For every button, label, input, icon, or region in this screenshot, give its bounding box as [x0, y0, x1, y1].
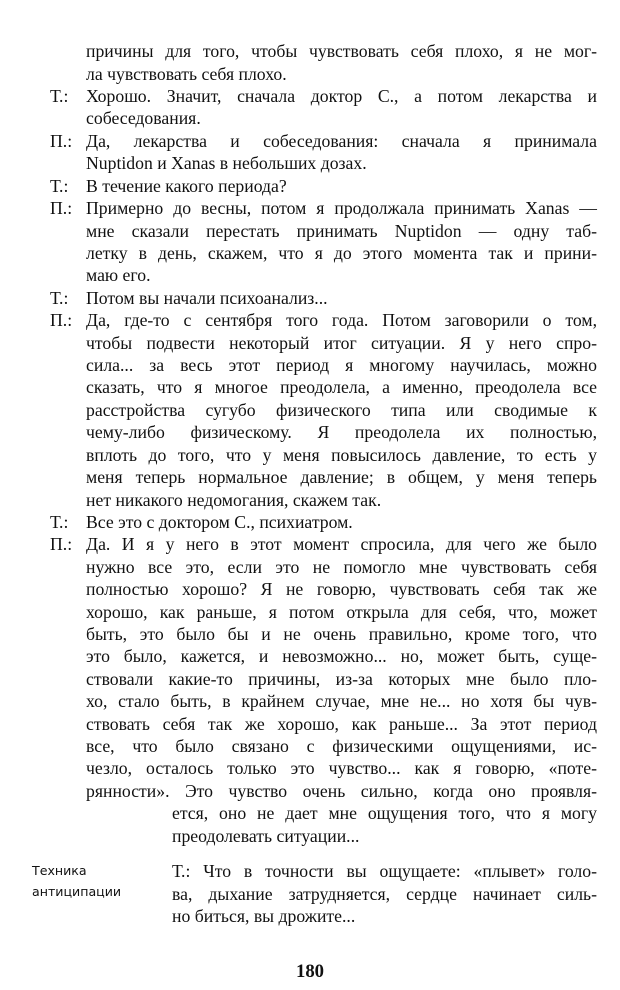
- text-line: нет никакого недомогания, скажем так.: [86, 489, 382, 510]
- text-line: полностью хорошо? Я не говорю, чувствовать себя так же: [86, 579, 597, 600]
- text-line: мне сказали перестать принимать Nuptidon — одну таб-: [86, 220, 597, 241]
- text-line: Да, лекарства и собеседования: сначала я принимала: [86, 130, 597, 151]
- text-line: хорошо, как раньше, я потом открыла для себя, что, может: [86, 601, 597, 622]
- text-line: но биться, вы дрожите...: [172, 906, 356, 926]
- text-line: быть, это было бы и не очень правильно, кроме того, что: [86, 624, 597, 644]
- text-line: ется, оно не дает мне ощущения того, что я могу: [172, 803, 597, 824]
- text-line: Т.: Что в точности вы ощущаете: «плывет» голо-: [172, 861, 597, 882]
- text-line: причины для того, чтобы чувствовать себя плохо, я не мог-: [86, 41, 597, 62]
- text-line: хо, стало быть, в крайнем случае, мне не... но хотя бы чув-: [86, 691, 597, 712]
- speaker-label: П.:: [50, 130, 73, 151]
- speaker-label: Т.:: [50, 287, 69, 308]
- text-line: это было, кажется, и невозможно... но, может быть, суще-: [86, 646, 597, 667]
- text-line: Хорошо. Значит, сначала доктор С., а потом лекарства и: [86, 86, 597, 106]
- speaker-label: Т.:: [50, 175, 69, 196]
- text-line: ствовать себя так же хорошо, как раньше... За этот период: [86, 713, 597, 734]
- text-line: собеседования.: [86, 108, 201, 129]
- text-line: Потом вы начали психоанализ...: [86, 287, 328, 308]
- text-line: маю его.: [86, 265, 151, 286]
- text-line: сила... за весь этот период я многому научилась, можно: [86, 355, 597, 375]
- text-line: чтобы подвести некоторый итог ситуации. Я у него спро-: [86, 332, 597, 353]
- text-line: вплоть до того, что у меня повысилось давление, то есть у: [86, 444, 597, 465]
- text-line: преодолевать ситуации...: [172, 825, 360, 846]
- text-line: Примерно до весны, потом я продолжала принимать Xanas —: [86, 198, 597, 219]
- text-line: расстройства сугубо физического типа или сводимые к: [86, 399, 597, 420]
- text-line: Все это с доктором С., психиатром.: [86, 511, 353, 532]
- speaker-label: П.:: [50, 534, 73, 555]
- speaker-label: П.:: [50, 198, 73, 219]
- speaker-label: Т.:: [50, 86, 69, 106]
- page-number: 180: [295, 961, 325, 982]
- text-line: чезло, осталось только это чувство... как я говорю, «поте-: [86, 758, 597, 779]
- text-line: все, что было связано с физическими ощущениями, ис-: [86, 736, 597, 756]
- text-line: сказать, что я многое преодолела, а именно, преодолела все: [86, 377, 597, 398]
- speaker-label: П.:: [50, 310, 73, 331]
- margin-note: антиципации: [32, 883, 122, 899]
- text-line: ва, дыхание затрудняется, сердце начинает силь-: [172, 883, 597, 904]
- text-line: меня теперь нормальное давление; в общем, у меня теперь: [86, 467, 597, 487]
- margin-note: Техника: [32, 863, 87, 879]
- text-line: Nuptidon и Xanas в небольших дозах.: [86, 153, 367, 174]
- text-line: чему-либо физическому. Я преодолела их полностью,: [86, 422, 597, 443]
- text-line: рянности». Это чувство очень сильно, когда оно проявля-: [86, 780, 597, 801]
- text-line: ла чувствовать себя плохо.: [86, 63, 287, 84]
- text-line: летку в день, скажем, что я до этого момента так и прини-: [86, 242, 597, 263]
- text-line: нужно все это, если это не помогло мне чувствовать себя: [86, 556, 597, 577]
- text-line: Да, где-то с сентября того года. Потом заговорили о том,: [86, 310, 597, 331]
- text-line: В течение какого периода?: [86, 175, 287, 196]
- text-line: ствовали какие-то причины, из-за которых мне было пло-: [86, 668, 597, 689]
- text-line: Да. И я у него в этот момент спросила, для чего же было: [86, 534, 597, 555]
- speaker-label: Т.:: [50, 511, 69, 532]
